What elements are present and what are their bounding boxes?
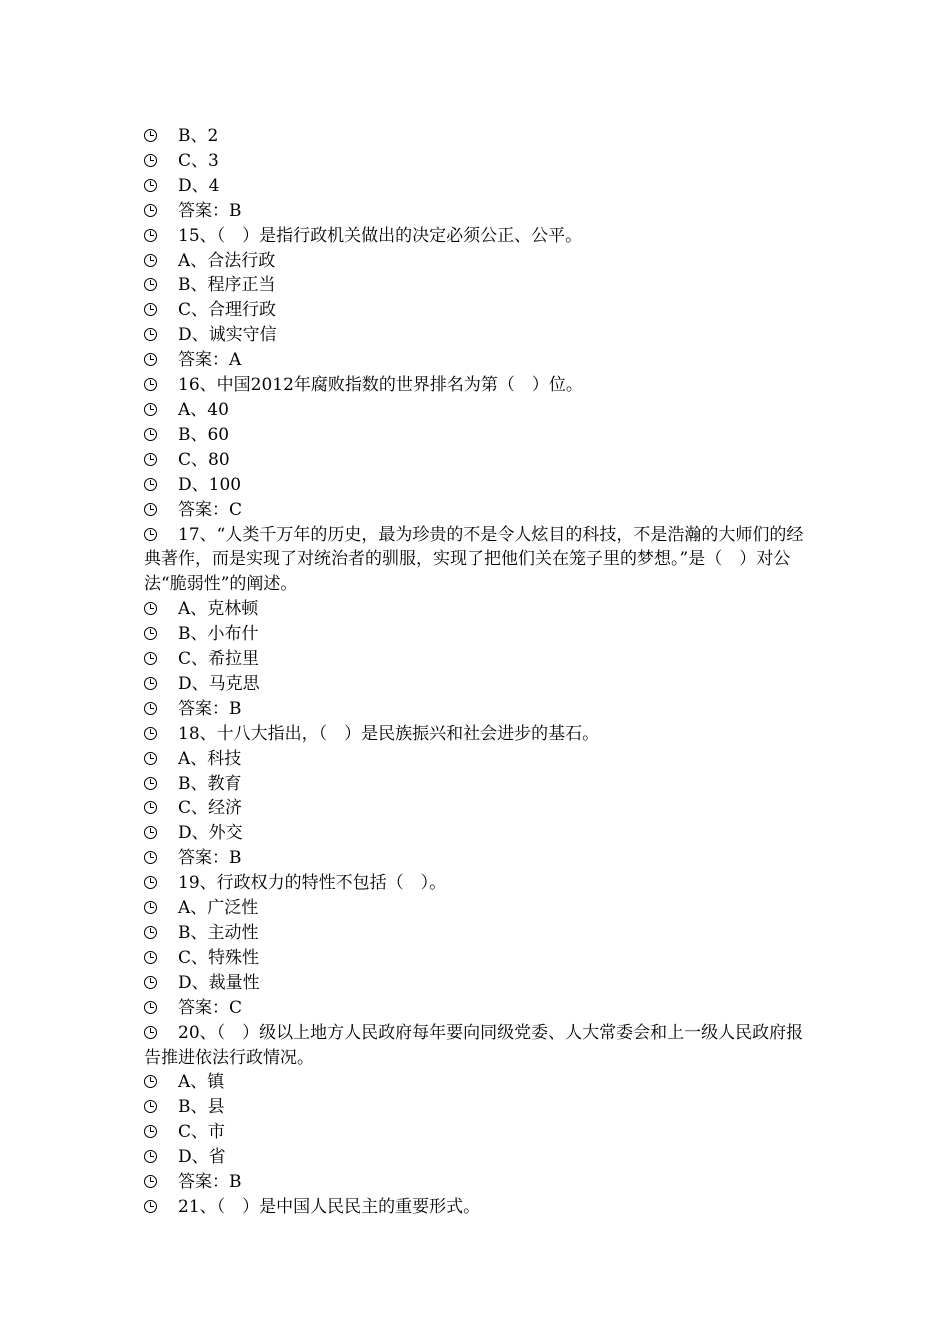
- line-text: B、教育: [178, 773, 242, 794]
- list-item: [144, 523, 808, 598]
- line-text: 答案：B: [178, 200, 242, 221]
- clock-icon: [144, 428, 157, 441]
- clock-icon: [144, 378, 157, 391]
- clock-icon: [144, 901, 157, 914]
- list-item: [144, 1070, 808, 1095]
- line-text: C、希拉里: [178, 649, 260, 670]
- line-text: C、合理行政: [178, 300, 277, 321]
- clock-icon: [144, 328, 157, 341]
- line-text: B、程序正当: [178, 275, 276, 296]
- clock-icon: [144, 254, 157, 267]
- line-text: B、主动性: [178, 923, 259, 943]
- line-text: D、马克思: [178, 673, 260, 694]
- list-item: [144, 697, 808, 722]
- list-item: [144, 1170, 808, 1195]
- line-text: 18、十八大指出，（ ）是民族振兴和社会进步的基石。: [178, 723, 600, 744]
- list-item: [144, 224, 808, 249]
- list-item: [144, 398, 808, 423]
- list-item: [144, 423, 808, 448]
- clock-icon: [144, 1200, 157, 1213]
- line-text: D、100: [178, 474, 242, 495]
- list-item: [144, 273, 808, 298]
- list-item: [144, 747, 808, 772]
- clock-icon: [144, 179, 157, 192]
- list-item: [144, 298, 808, 323]
- list-item: [144, 821, 808, 846]
- clock-icon: [144, 752, 157, 765]
- line-text: C、特殊性: [178, 947, 260, 968]
- list-item: [144, 149, 808, 174]
- line-text: D、4: [178, 175, 220, 196]
- line-text: 答案：B: [178, 1172, 242, 1193]
- list-item: [144, 1195, 808, 1220]
- list-item: [144, 722, 808, 747]
- clock-icon: [144, 1026, 157, 1039]
- line-text: B、60: [178, 424, 230, 445]
- clock-icon: [144, 478, 157, 491]
- clock-icon: [144, 229, 157, 242]
- clock-icon: [144, 677, 157, 690]
- clock-icon: [144, 951, 157, 964]
- clock-icon: [144, 851, 157, 864]
- clock-icon: [144, 976, 157, 989]
- list-item: [144, 971, 808, 996]
- list-item: [144, 473, 808, 498]
- clock-icon: [144, 826, 157, 839]
- line-text: A、广泛性: [178, 898, 259, 919]
- clock-icon: [144, 303, 157, 316]
- line-text: C、市: [178, 1122, 226, 1143]
- line-text: B、县: [178, 1097, 225, 1118]
- list-item: [144, 323, 808, 348]
- clock-icon: [144, 876, 157, 889]
- clock-icon: [144, 627, 157, 640]
- clock-icon: [144, 1075, 157, 1088]
- list-item: [144, 672, 808, 697]
- line-text: C、经济: [178, 798, 243, 819]
- clock-icon: [144, 702, 157, 715]
- line-text: 答案：B: [178, 848, 242, 869]
- line-text: 21、（ ）是中国人民民主的重要形式。: [178, 1196, 481, 1217]
- clock-icon: [144, 204, 157, 217]
- clock-icon: [144, 154, 157, 167]
- list-item: [144, 896, 808, 921]
- clock-icon: [144, 1100, 157, 1113]
- list-item: [144, 772, 808, 797]
- line-text: A、40: [178, 399, 229, 420]
- list-item: [144, 921, 808, 946]
- clock-icon: [144, 528, 157, 541]
- list-item: [144, 796, 808, 821]
- line-text: 答案：C: [178, 997, 243, 1018]
- line-text: A、科技: [178, 748, 242, 769]
- clock-icon: [144, 727, 157, 740]
- clock-icon: [144, 777, 157, 790]
- list-item: [144, 1120, 808, 1145]
- list-item: [144, 647, 808, 672]
- line-text: C、80: [178, 449, 230, 470]
- clock-icon: [144, 801, 157, 814]
- list-item: [144, 946, 808, 971]
- list-item: [144, 199, 808, 224]
- line-text: D、省: [178, 1147, 226, 1168]
- clock-icon: [144, 278, 157, 291]
- clock-icon: [144, 353, 157, 366]
- line-text: C、3: [178, 150, 219, 171]
- clock-icon: [144, 403, 157, 416]
- line-text: A、克林顿: [178, 599, 259, 620]
- list-item: [144, 448, 808, 473]
- line-text: 16、中国2012年腐败指数的世界排名为第（ ）位。: [178, 375, 583, 396]
- line-text: 答案：B: [178, 698, 242, 719]
- list-item: [144, 373, 808, 398]
- line-text: B、小布什: [178, 624, 259, 645]
- line-text: A、合法行政: [178, 250, 276, 271]
- line-text: 15、（ ）是指行政机关做出的决定必须公正、公平。: [178, 225, 583, 246]
- list-item: [144, 1145, 808, 1170]
- line-text: 19、行政权力的特性不包括（ ）。: [178, 873, 447, 894]
- clock-icon: [144, 926, 157, 939]
- clock-icon: [144, 1150, 157, 1163]
- line-text: 答案：C: [178, 499, 243, 520]
- clock-icon: [144, 652, 157, 665]
- list-item: [144, 498, 808, 523]
- clock-icon: [144, 1175, 157, 1188]
- list-item: [144, 622, 808, 647]
- line-text: D、外交: [178, 823, 243, 844]
- line-text: D、诚实守信: [178, 325, 277, 346]
- document-page: [144, 124, 808, 1220]
- list-item: [144, 348, 808, 373]
- clock-icon: [144, 503, 157, 516]
- list-item: [144, 1095, 808, 1120]
- list-item: [144, 996, 808, 1021]
- clock-icon: [144, 1001, 157, 1014]
- list-item: [144, 174, 808, 199]
- line-text: 20、（ ）级以上地方人民政府每年要向同级党委、人大常委会和上一级人民政府报告推进依法行政情况。: [144, 1022, 804, 1068]
- line-text: 17、“人类千万年的历史，最为珍贵的不是令人炫目的科技，不是浩瀚的大师们的经典著作，而是实现了对统治者的驯服，实现了把他们关在笼子里的梦想。”是（ ）对公法“脆弱性”的阐述。: [144, 524, 804, 595]
- clock-icon: [144, 602, 157, 615]
- list-item: [144, 124, 808, 149]
- list-item: [144, 871, 808, 896]
- clock-icon: [144, 1125, 157, 1138]
- line-text: A、镇: [178, 1072, 225, 1093]
- line-text: D、裁量性: [178, 972, 260, 993]
- list-item: [144, 597, 808, 622]
- line-text: 答案：A: [178, 350, 242, 371]
- list-item: [144, 249, 808, 274]
- clock-icon: [144, 129, 157, 142]
- line-text: B、2: [178, 126, 219, 146]
- clock-icon: [144, 453, 157, 466]
- list-item: [144, 1021, 808, 1071]
- list-item: [144, 846, 808, 871]
